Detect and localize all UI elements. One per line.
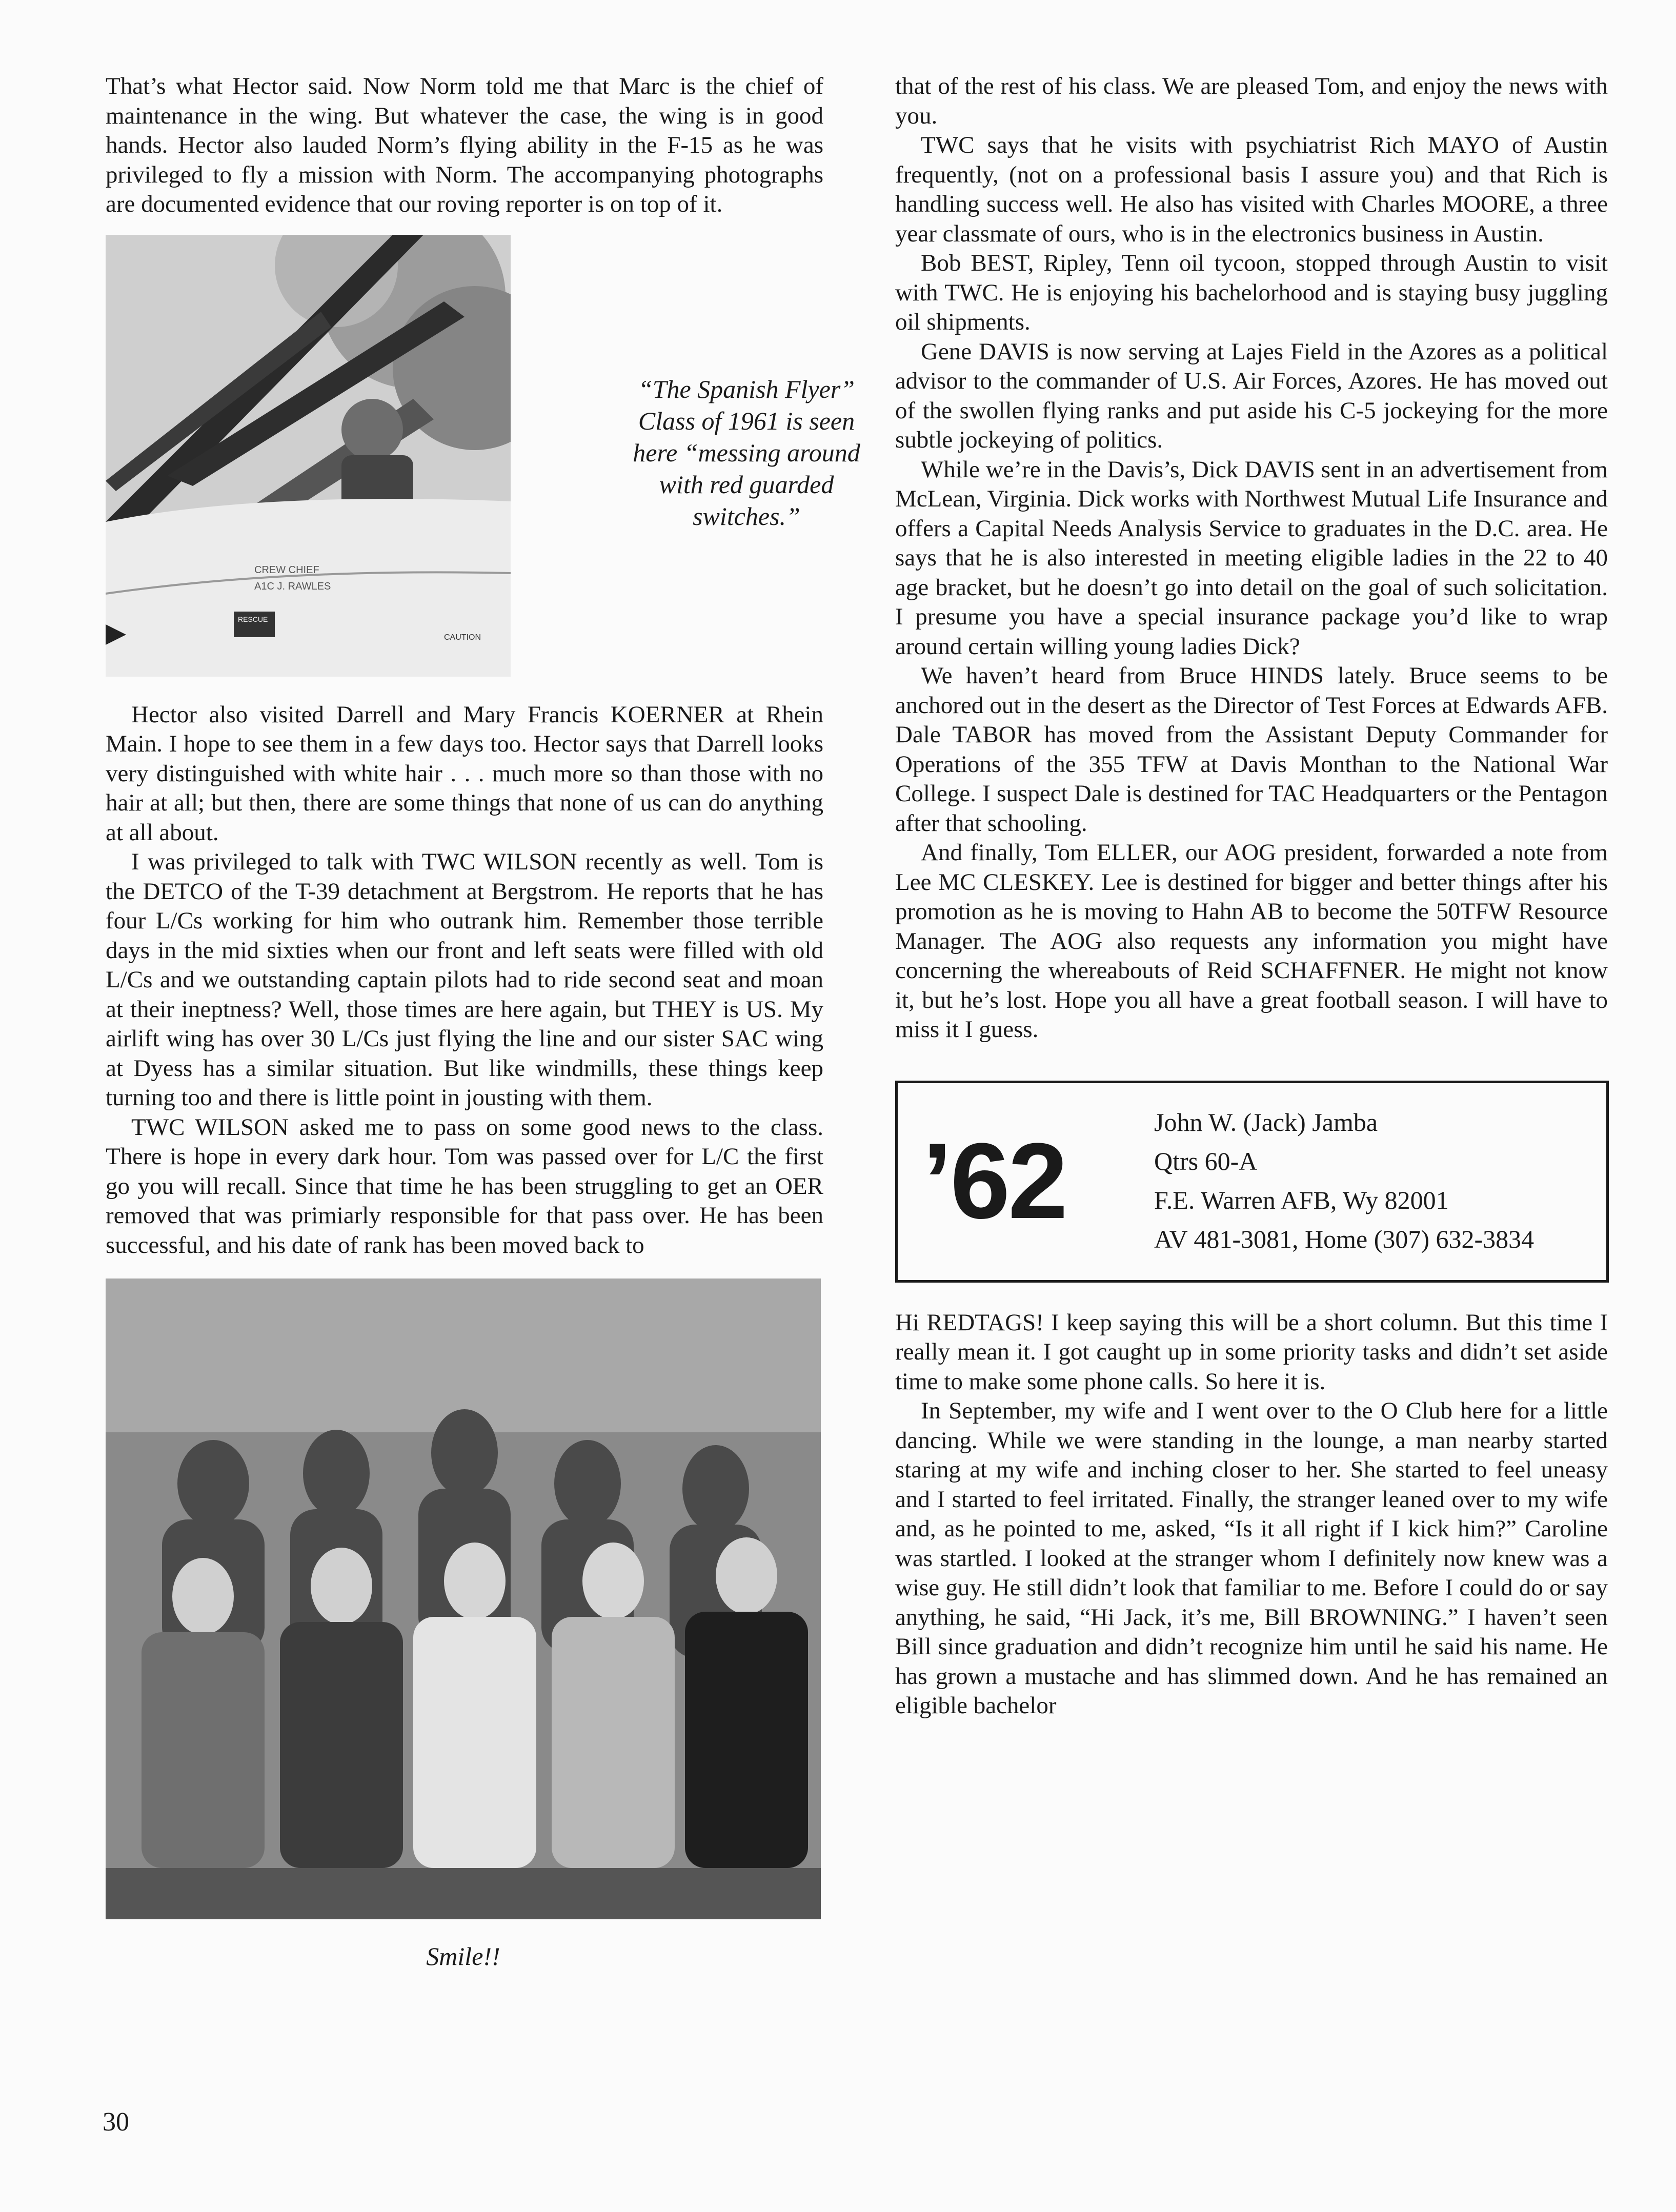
crew-chief-label: CREW CHIEF xyxy=(254,564,319,576)
page-number: 30 xyxy=(103,2107,129,2137)
correspondent-address-line1: Qtrs 60-A xyxy=(1154,1146,1258,1175)
group-photo-caption: Smile!! xyxy=(426,1942,500,1971)
article-paragraph: that of the rest of his class. We are pleased Tom, and enjoy the news with you. xyxy=(895,73,1608,129)
article-paragraph: That’s what Hector said. Now Norm told me that Marc is the chief of maintenance in the wing. But whatever the case, the wing is in good hands. Hector also lauded Norm’s flying ability in the F-15 as he was privileged to fly a mission with Norm. The accompanying photographs are documented evidence that our roving reporter is on top of it. xyxy=(106,73,823,217)
class-year: ’62 xyxy=(922,1120,1066,1241)
class-contact xyxy=(1154,1103,1534,1259)
article-paragraph: I was privileged to talk with TWC WILSON recently as well. Tom is the DETCO of the T-39 detachment at Bergstrom. He reports that he has four L/Cs working for him who outrank him. Remember those terrible days in the mid sixties when our front and left seats were filled with old L/Cs and we outstanding captain pilots had to ride second seat and moan at their ineptness? Well, those times are here again, but THEY is US. My airlift wing has over 30 L/Cs just flying the line and our sister SAC wing at Dyess has a similar situation. But like windmills, these things keep turning too and there is little point in jousting with them. xyxy=(106,848,823,1111)
caution-label: CAUTION xyxy=(444,633,481,642)
correspondent-phone: AV 481-3081, Home (307) 632-3834 xyxy=(1154,1224,1534,1253)
article-paragraph: Hector also visited Darrell and Mary Francis KOERNER at Rhein Main. I hope to see them in a few days too. Hector says that Darrell looks very distinguished with white hair . . . much more so than those with no hair at all; but then, there are some things that none of us can do anything at all about. xyxy=(106,701,823,846)
article-paragraph: TWC WILSON asked me to pass on some good news to the class. There is hope in every dark hour. Tom was passed over for L/C the first go you will recall. Since that time he has been struggling to get an OER removed that was primiarly responsible for that pass over. He has been successful, and his date of rank has been moved back to xyxy=(106,1113,823,1259)
right-column xyxy=(895,72,1608,1721)
article-paragraph: Bob BEST, Ripley, Tenn oil tycoon, stopped through Austin to visit with TWC. He is enjoying his bachelorhood and is staying busy juggling oil shipments. xyxy=(895,250,1608,335)
article-paragraph: In September, my wife and I went over to the O Club here for a little dancing. While we were standing in the lounge, a man nearby started staring at my wife and inching closer to her. She started to feel uneasy and I started to feel irritated. Finally, the stranger leaned over to my wife and, as he pointed to me, asked, “Is it all right if I kick him?” Caroline was startled. I looked at the stranger whom I definitely now knew was a wise guy. He still didn’t look that familiar to me. Before I could do or say anything, he said, “Hi Jack, it’s me, Bill BROWNING.” I haven’t seen Bill since graduation and didn’t recognize him until he said his name. He has grown a mustache and has slimmed down. And he has remained an eligible bachelor xyxy=(895,1397,1608,1719)
jet-cockpit-illustration xyxy=(106,235,511,677)
class-header-box xyxy=(895,1081,1609,1283)
correspondent-address-line2: F.E. Warren AFB, Wy 82001 xyxy=(1154,1185,1449,1214)
group-photo-illustration xyxy=(106,1279,821,1919)
article-paragraph: Gene DAVIS is now serving at Lajes Field in the Azores as a political advisor to the commander of U.S. Air Forces, Azores. He has moved out of the swollen flying ranks and put aside his C-5 jockeying for the more subtle jockeying of politics. xyxy=(895,338,1608,453)
jet-cockpit-photo xyxy=(106,235,511,677)
correspondent-name: John W. (Jack) Jamba xyxy=(1154,1107,1378,1137)
article-paragraph: And finally, Tom ELLER, our AOG president, forwarded a note from Lee MC CLESKEY. Lee is destined for bigger and better things after his promotion as he is moving to Hahn AB to become the 50TFW Resource Manager. The AOG also requests any information you might have concerning the whereabouts of Reid SCHAFFNER. He might not know it, but he’s lost. Hope you all have a great football season. I will have to miss it I guess. xyxy=(895,839,1608,1043)
jet-photo-block xyxy=(106,235,860,686)
left-column xyxy=(106,72,860,1972)
article-paragraph: While we’re in the Davis’s, Dick DAVIS sent in an advertisement from McLean, Virginia. Dick works with Northwest Mutual Life Insurance and offers a Capital Needs Analysis Service to graduates in the D.C. area. He says that he is also interested in meeting eligible ladies in the 22 to 40 age bracket, but he doesn’t go into detail on the goal of such solicitation. I presume you have a special insurance package you’d like to wrap around certain willing young ladies Dick? xyxy=(895,456,1608,660)
photo-caption: “The Spanish Flyer” Class of 1961 is seen here “messing around with red guarded switches.” xyxy=(633,374,860,531)
rescue-label: RESCUE xyxy=(238,615,268,623)
article-paragraph: TWC says that he visits with psychiatrist Rich MAYO of Austin frequently, (not on a professional basis I assure you) and that Rich is handling success well. He also has visited with Charles MOORE, a three year classmate of ours, who is in the electronics business in Austin. xyxy=(895,132,1608,247)
group-photo xyxy=(106,1279,821,1919)
article-paragraph: Hi REDTAGS! I keep saying this will be a short column. But this time I really mean it. I got caught up in some priority tasks and didn’t set aside time to make some phone calls. So here it is. xyxy=(895,1309,1608,1395)
article-paragraph: We haven’t heard from Bruce HINDS lately. Bruce seems to be anchored out in the desert as the Director of Test Forces at Edwards AFB. Dale TABOR has moved from the Assistant Deputy Commander for Operations of the 355 TFW at Davis Monthan to the National War College. I suspect Dale is destined for TAC Headquarters or the Pentagon after that schooling. xyxy=(895,662,1608,837)
crew-chief-name: A1C J. RAWLES xyxy=(254,580,331,592)
